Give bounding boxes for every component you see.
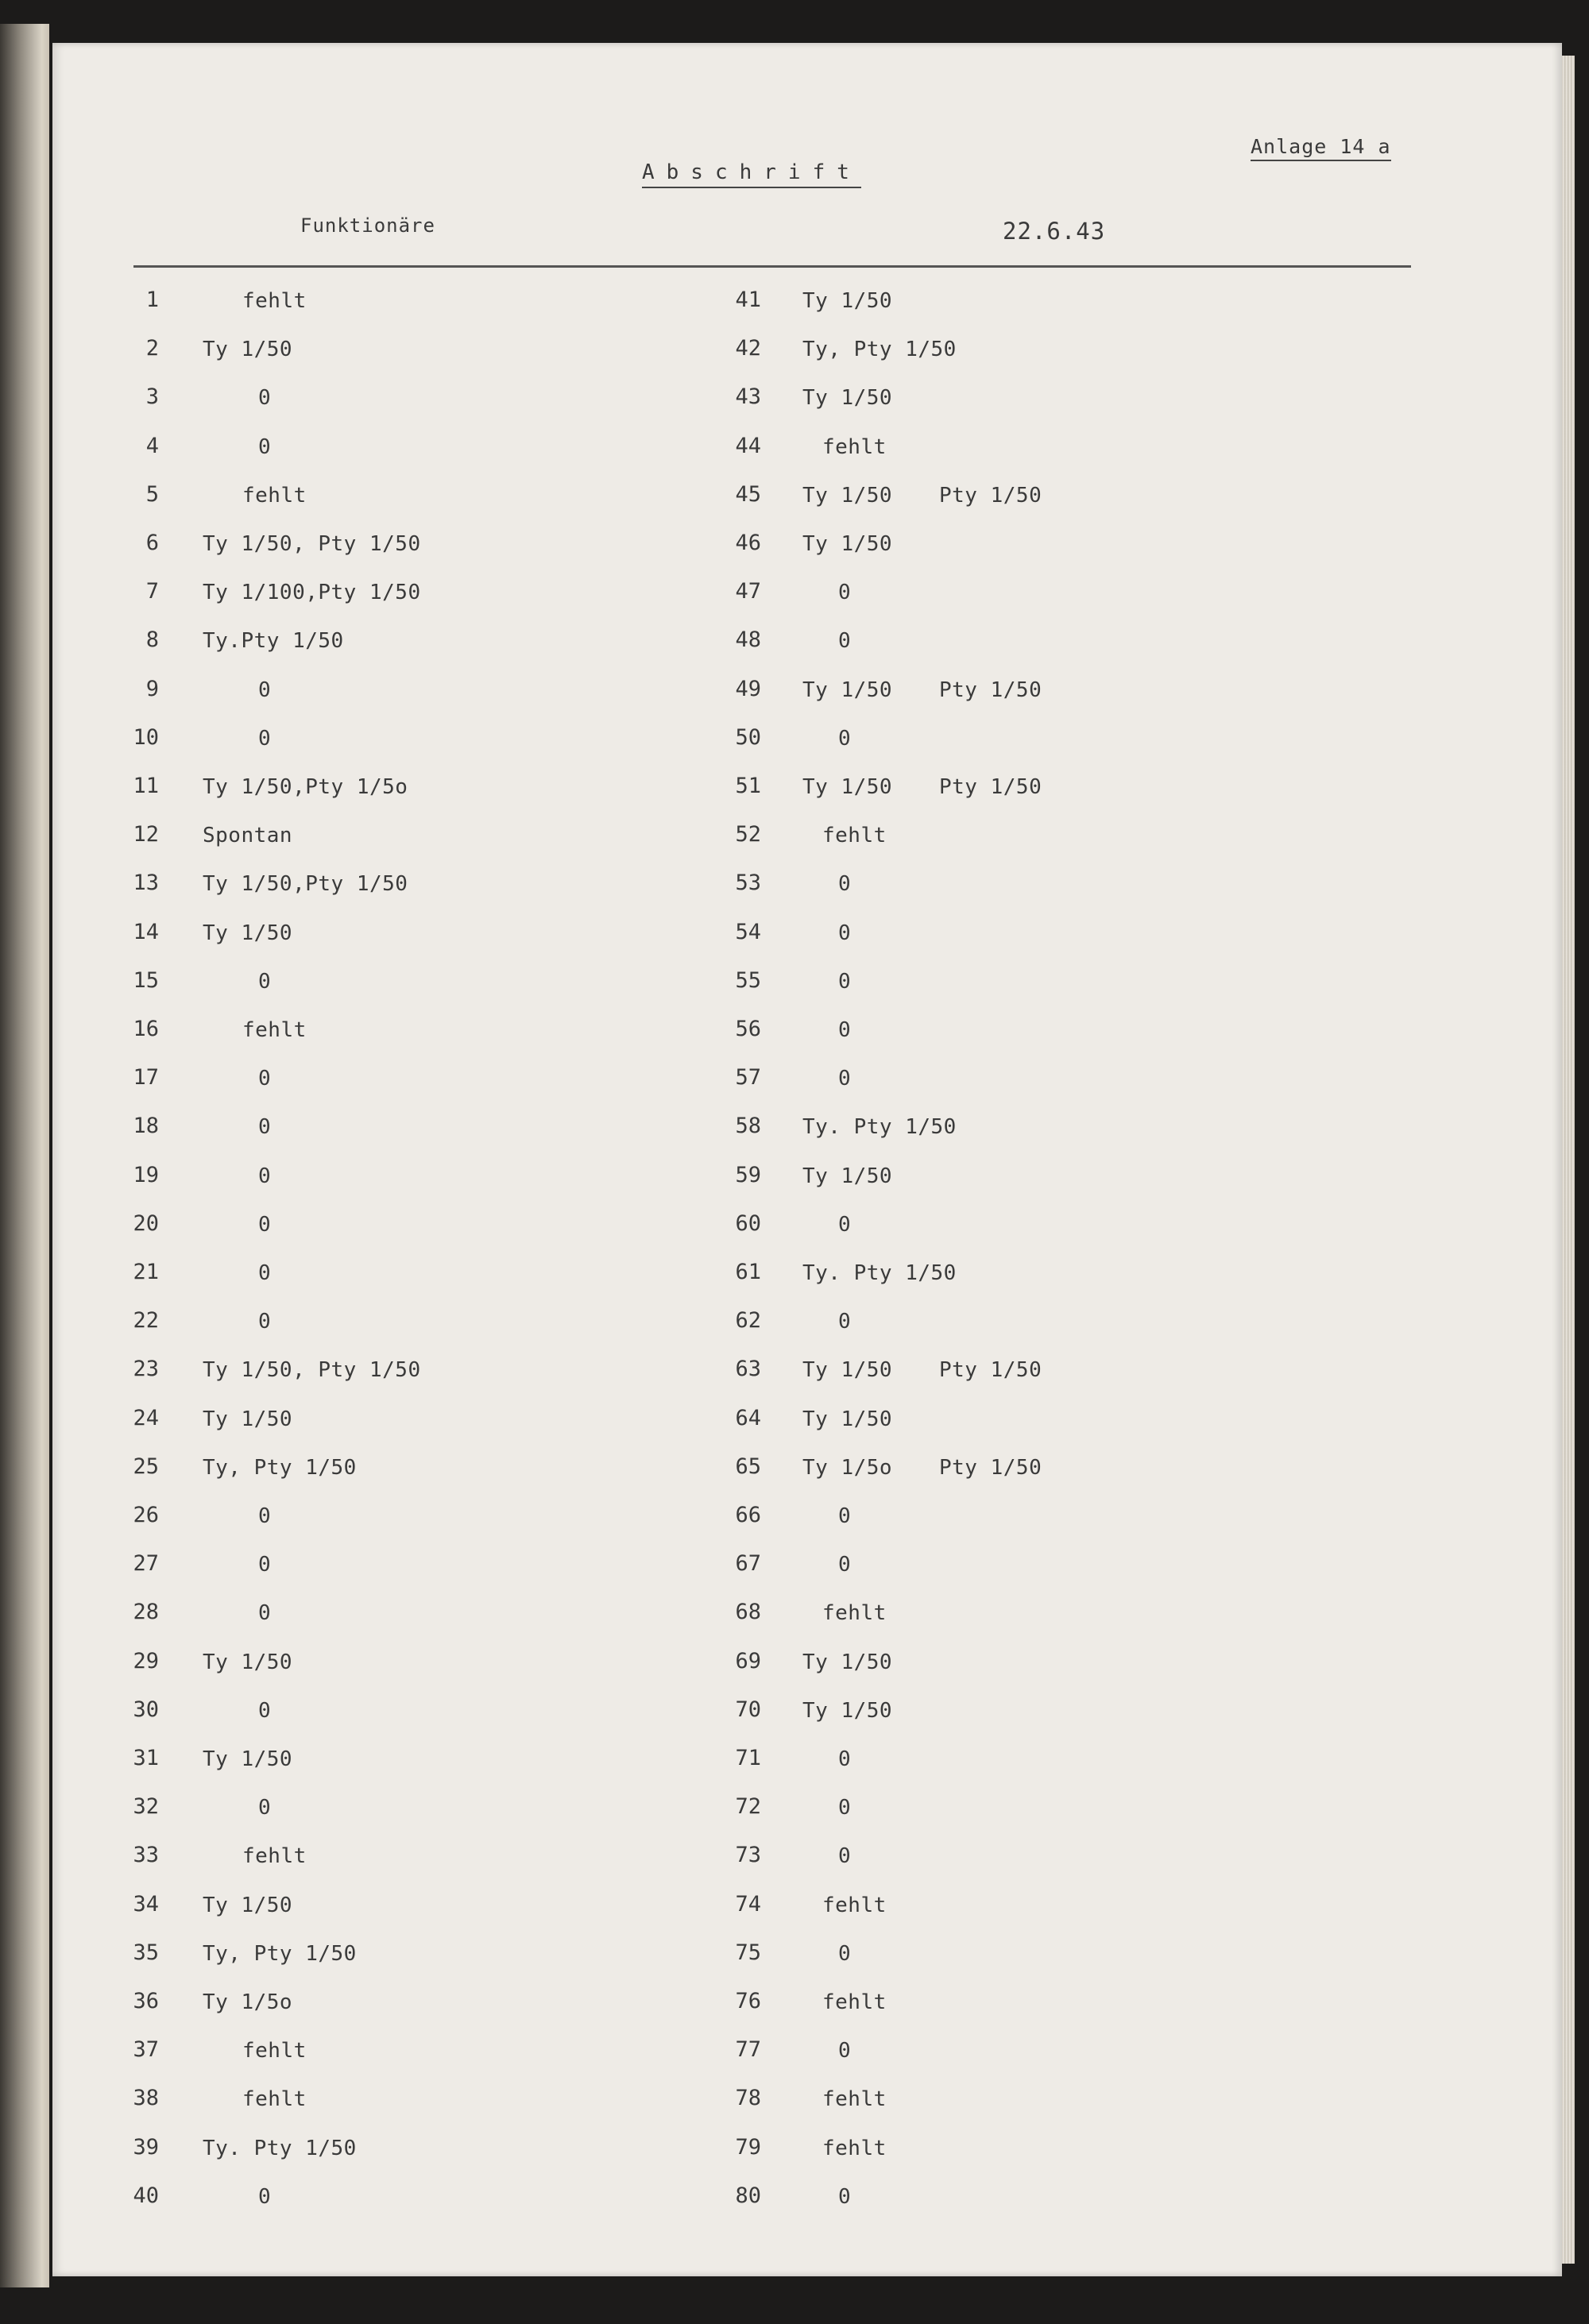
entry-value: 0	[258, 1164, 272, 1188]
entry-number: 52	[735, 822, 761, 847]
entry-value: 0	[838, 1504, 852, 1528]
entry-value: Spontan	[203, 824, 293, 847]
entry-number: 35	[133, 1940, 159, 1965]
entry-number: 54	[735, 920, 761, 944]
entry-value: 0	[838, 1310, 852, 1334]
entry-value: fehlt	[242, 289, 307, 313]
entry-number: 10	[133, 725, 159, 750]
entry-number: 55	[735, 968, 761, 993]
entry-value: Ty 1/50	[802, 1407, 893, 1431]
entry-number: 31	[133, 1746, 159, 1770]
entry-number: 59	[735, 1163, 761, 1187]
entry-extra-value: Pty 1/50	[939, 484, 1042, 508]
entry-value: 0	[258, 1699, 272, 1723]
entry-number: 53	[735, 871, 761, 895]
entry-number: 33	[133, 1843, 159, 1867]
entry-value: Ty 1/50	[802, 532, 893, 556]
entry-value: Ty 1/50	[802, 1358, 893, 1382]
entry-value: 0	[258, 2185, 272, 2209]
entry-value: Ty 1/5o	[802, 1456, 893, 1480]
entry-value: 0	[258, 386, 272, 410]
entry-number: 61	[735, 1260, 761, 1284]
entry-number: 30	[133, 1697, 159, 1722]
entry-number: 16	[133, 1017, 159, 1041]
entry-value: 0	[258, 1504, 272, 1528]
entry-number: 66	[735, 1503, 761, 1527]
entry-number: 37	[133, 2037, 159, 2062]
entry-number: 23	[133, 1357, 159, 1381]
entry-value: 0	[838, 1796, 852, 1820]
entry-number: 4	[145, 434, 159, 458]
page-edge	[1562, 56, 1575, 2264]
entry-value: 0	[838, 1553, 852, 1577]
entry-number: 32	[133, 1794, 159, 1819]
entry-value: 0	[838, 921, 852, 945]
entry-value: fehlt	[242, 484, 307, 508]
entry-value: 0	[258, 435, 272, 459]
entry-value: Ty. Pty 1/50	[802, 1261, 957, 1285]
entry-number: 69	[735, 1649, 761, 1674]
entry-number: 60	[735, 1211, 761, 1236]
entry-value: Ty 1/50, Pty 1/50	[203, 1358, 421, 1382]
entry-number: 6	[145, 531, 159, 555]
entry-number: 3	[145, 384, 159, 409]
entry-value: 0	[258, 727, 272, 751]
entry-value: Ty 1/50	[802, 1650, 893, 1674]
entry-number: 73	[735, 1843, 761, 1867]
entry-extra-value: Pty 1/50	[939, 1358, 1042, 1382]
entry-number: 22	[133, 1308, 159, 1333]
entry-number: 79	[735, 2135, 761, 2160]
entry-value: Ty 1/50,Pty 1/5o	[203, 775, 408, 799]
entry-number: 19	[133, 1163, 159, 1187]
entry-number: 28	[133, 1600, 159, 1624]
entry-value: 0	[258, 1115, 272, 1139]
entry-number: 29	[133, 1649, 159, 1674]
entry-number: 65	[735, 1454, 761, 1479]
entry-value: 0	[838, 2039, 852, 2063]
entry-value: fehlt	[822, 2137, 887, 2160]
entry-value: Ty.Pty 1/50	[203, 629, 344, 653]
entry-value: Ty 1/50, Pty 1/50	[203, 532, 421, 556]
entry-number: 27	[133, 1551, 159, 1576]
entry-number: 15	[133, 968, 159, 993]
entry-number: 78	[735, 2086, 761, 2110]
entry-value: 0	[838, 1067, 852, 1091]
entry-value: Ty 1/50	[203, 1407, 293, 1431]
entry-value: Ty 1/50	[203, 338, 293, 361]
entry-value: Ty. Pty 1/50	[203, 2137, 357, 2160]
entry-number: 41	[735, 288, 761, 312]
entry-number: 36	[133, 1989, 159, 2013]
entry-value: Ty 1/50	[802, 775, 893, 799]
entry-number: 34	[133, 1892, 159, 1917]
entry-number: 8	[145, 627, 159, 652]
entry-number: 43	[735, 384, 761, 409]
entry-number: 17	[133, 1065, 159, 1090]
book-spine	[0, 24, 49, 2287]
entry-value: fehlt	[822, 2087, 887, 2111]
entry-value: 0	[258, 1261, 272, 1285]
entry-value: Ty 1/50,Pty 1/50	[203, 872, 408, 896]
entry-number: 64	[735, 1406, 761, 1430]
entry-value: 0	[258, 1796, 272, 1820]
anlage-label: Anlage 14 a	[1251, 135, 1391, 161]
entry-value: fehlt	[822, 824, 887, 847]
entry-number: 77	[735, 2037, 761, 2062]
entry-number: 13	[133, 871, 159, 895]
entry-number: 44	[735, 434, 761, 458]
entry-value: 0	[838, 1213, 852, 1237]
entry-value: Ty. Pty 1/50	[802, 1115, 957, 1139]
entry-number: 18	[133, 1114, 159, 1138]
entry-value: Ty 1/50	[802, 678, 893, 702]
entry-value: 0	[838, 1844, 852, 1868]
entry-value: Ty 1/50	[802, 386, 893, 410]
entry-number: 56	[735, 1017, 761, 1041]
entry-value: 0	[258, 678, 272, 702]
entry-value: Ty 1/50	[203, 921, 293, 945]
entry-number: 20	[133, 1211, 159, 1236]
entry-number: 24	[133, 1406, 159, 1430]
entry-number: 75	[735, 1940, 761, 1965]
entry-value: Ty, Pty 1/50	[203, 1456, 357, 1480]
entry-number: 39	[133, 2135, 159, 2160]
entry-number: 2	[145, 336, 159, 361]
entry-value: 0	[838, 1942, 852, 1966]
entry-number: 63	[735, 1357, 761, 1381]
entry-value: Ty 1/5o	[203, 1990, 293, 2014]
entry-number: 80	[735, 2183, 761, 2208]
entry-number: 21	[133, 1260, 159, 1284]
entry-number: 74	[735, 1892, 761, 1917]
entry-number: 25	[133, 1454, 159, 1479]
entry-value: Ty 1/50	[802, 484, 893, 508]
entry-value: 0	[838, 2185, 852, 2209]
entry-number: 42	[735, 336, 761, 361]
entry-value: Ty 1/50	[203, 1894, 293, 1917]
entry-number: 62	[735, 1308, 761, 1333]
entry-number: 70	[735, 1697, 761, 1722]
entry-value: 0	[838, 872, 852, 896]
entry-value: Ty 1/100,Pty 1/50	[203, 581, 421, 604]
entry-extra-value: Pty 1/50	[939, 775, 1042, 799]
entry-value: 0	[838, 727, 852, 751]
entry-number: 5	[145, 482, 159, 507]
entry-number: 57	[735, 1065, 761, 1090]
entry-number: 12	[133, 822, 159, 847]
entry-value: 0	[838, 970, 852, 994]
entry-value: fehlt	[242, 1018, 307, 1042]
entry-value: fehlt	[822, 435, 887, 459]
entry-number: 11	[133, 774, 159, 798]
document-title: Abschrift	[642, 160, 861, 188]
entry-number: 26	[133, 1503, 159, 1527]
entry-value: 0	[258, 1067, 272, 1091]
entry-number: 45	[735, 482, 761, 507]
entry-value: Ty, Pty 1/50	[203, 1942, 357, 1966]
header-rule	[133, 265, 1411, 268]
entry-value: 0	[258, 1310, 272, 1334]
entry-number: 58	[735, 1114, 761, 1138]
entry-value: 0	[258, 970, 272, 994]
entry-value: 0	[258, 1213, 272, 1237]
entry-value: Ty 1/50	[203, 1747, 293, 1771]
entry-value: 0	[838, 629, 852, 653]
entry-number: 38	[133, 2086, 159, 2110]
entry-value: fehlt	[242, 2039, 307, 2063]
entry-value: 0	[838, 1018, 852, 1042]
entry-number: 76	[735, 1989, 761, 2013]
entry-value: fehlt	[822, 1990, 887, 2014]
entry-extra-value: Pty 1/50	[939, 678, 1042, 702]
entry-number: 40	[133, 2183, 159, 2208]
entry-value: Ty 1/50	[203, 1650, 293, 1674]
entry-value: 0	[838, 1747, 852, 1771]
entry-number: 50	[735, 725, 761, 750]
entry-number: 9	[145, 677, 159, 701]
entry-number: 1	[145, 288, 159, 312]
entry-value: Ty 1/50	[802, 1699, 893, 1723]
entry-value: fehlt	[822, 1894, 887, 1917]
entry-number: 48	[735, 627, 761, 652]
entry-value: fehlt	[242, 1844, 307, 1868]
document-date: 22.6.43	[1003, 218, 1106, 245]
entry-number: 68	[735, 1600, 761, 1624]
entry-extra-value: Pty 1/50	[939, 1456, 1042, 1480]
entry-value: Ty, Pty 1/50	[802, 338, 957, 361]
entry-number: 47	[735, 579, 761, 604]
entry-number: 46	[735, 531, 761, 555]
entry-number: 49	[735, 677, 761, 701]
entry-number: 71	[735, 1746, 761, 1770]
entry-number: 72	[735, 1794, 761, 1819]
entry-value: Ty 1/50	[802, 1164, 893, 1188]
entry-number: 67	[735, 1551, 761, 1576]
entry-value: 0	[258, 1601, 272, 1625]
entry-number: 14	[133, 920, 159, 944]
entry-value: fehlt	[242, 2087, 307, 2111]
entry-value: 0	[258, 1553, 272, 1577]
entry-value: 0	[838, 581, 852, 604]
entry-value: Ty 1/50	[802, 289, 893, 313]
entry-number: 51	[735, 774, 761, 798]
entry-value: fehlt	[822, 1601, 887, 1625]
entry-number: 7	[145, 579, 159, 604]
column-label: Funktionäre	[300, 214, 435, 237]
